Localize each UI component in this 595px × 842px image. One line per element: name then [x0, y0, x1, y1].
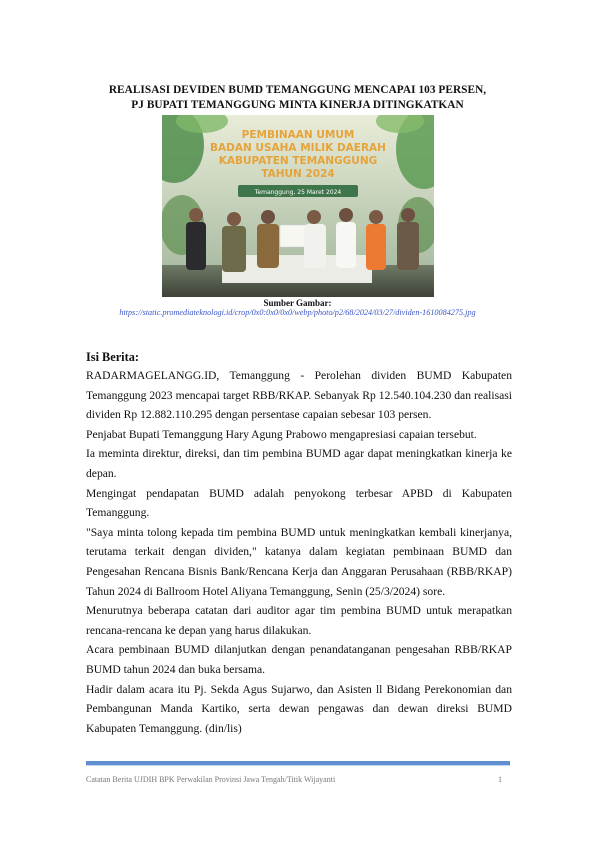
document-title	[80, 83, 515, 112]
paragraph: Ia meminta direktur, direksi, dan tim pembina BUMD agar dapat meningkatkan kinerja ke depan.	[86, 447, 512, 480]
page-footer	[86, 775, 510, 784]
caption-url-link[interactable]: https://static.promediateknologi.id/crop/0x0:0x0/0x0/webp/photo/p2/68/2024/03/27/dividen-1610084275.jpg	[119, 308, 476, 317]
news-photo	[162, 115, 434, 297]
banner-line-4: TAHUN 2024	[261, 168, 335, 180]
footer-divider	[86, 761, 510, 765]
paragraph: Hadir dalam acara itu Pj. Sekda Agus Sujarwo, dan Asisten ll Bidang Perekonomian dan Pembangunan Manda Kartiko, serta dewan pengawas dan dewan direksi BUMD Kabupaten Temanggung. (din/lis)	[86, 682, 512, 735]
image-caption	[100, 298, 495, 318]
paragraph: "Saya minta tolong kepada tim pembina BUMD untuk meningkatkan kembali kinerjanya, terutama terkait dengan dividen," katanya dalam kegiatan pembinaan BUMD dan Pengesahan Rencana Bisnis Bank/Rencana Kerja dan Anggaran Perusahaan (RBB/RKAP) Tahun 2024 di Ballroom Hotel Aliyana Temanggung, Senin (25/3/2024) sore.	[86, 525, 512, 598]
banner-line-1: PEMBINAAN UMUM	[241, 129, 355, 141]
banner-line-2: BADAN USAHA MILIK DAERAH	[210, 142, 386, 154]
title-line-1: REALISASI DEVIDEN BUMD TEMANGGUNG MENCAPAI 103 PERSEN,	[108, 84, 487, 96]
page-number: 1	[498, 775, 502, 784]
banner-line-3: KABUPATEN TEMANGGUNG	[218, 155, 378, 167]
paragraph: RADARMAGELANGG.ID, Temanggung - Perolehan dividen BUMD Kabupaten Temanggung 2023 mencapai target RBB/RKAP. Sebanyak Rp 12.540.104.230 dan realisasi dividen Rp 12.882.110.295 dengan persentase capaian sebesar 103 persen.	[86, 369, 512, 422]
paragraph: Mengingat pendapatan BUMD adalah penyokong terbesar APBD di Kabupaten Temanggung.	[86, 486, 512, 520]
paragraph: Penjabat Bupati Temanggung Hary Agung Prabowo mengapresiasi capaian tersebut.	[86, 427, 477, 441]
title-line-2: PJ BUPATI TEMANGGUNG MINTA KINERJA DITINGKATKAN	[131, 98, 464, 111]
banner-date: Temanggung, 25 Maret 2024	[254, 189, 342, 196]
caption-label: Sumber Gambar:	[263, 298, 332, 308]
paragraph: Acara pembinaan BUMD dilanjutkan dengan penandatanganan pengesahan RBB/RKAP BUMD tahun 2024 dan buka bersama.	[86, 643, 512, 676]
paragraph: Menurutnya beberapa catatan dari auditor agar tim pembina BUMD untuk merapatkan rencana-rencana ke depan yang harus dilakukan.	[86, 604, 512, 637]
section-label: Isi Berita:	[86, 350, 139, 364]
footer-text: Catatan Berita UJDIH BPK Perwakilan Provinsi Jawa Tengah/Titik Wijayanti	[86, 775, 336, 784]
article-body	[86, 366, 512, 738]
